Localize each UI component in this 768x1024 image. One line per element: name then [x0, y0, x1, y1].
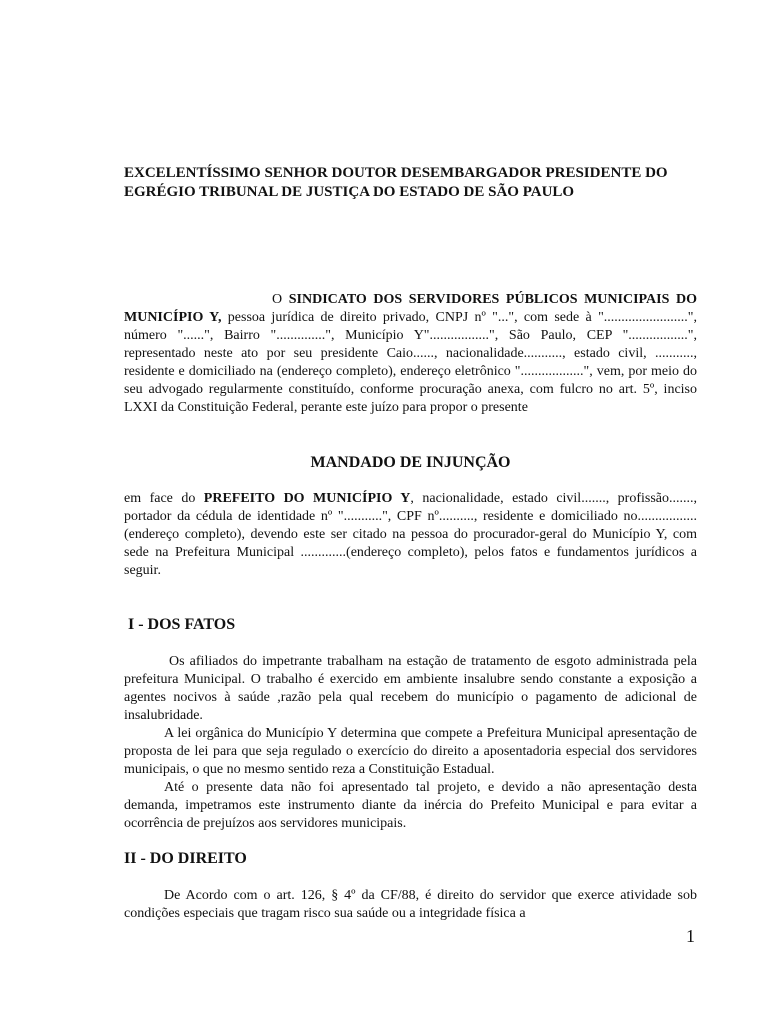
section-law-title: II - DO DIREITO	[124, 850, 247, 867]
facts-block	[124, 653, 697, 833]
petitioner-name: SINDICATO DOS SERVIDORES PÚBLICOS MUNICIPAIS DO MUNICÍPIO Y,	[124, 292, 697, 325]
law-paragraph: De Acordo com o art. 126, § 4º da CF/88, é direito do servidor que exerce atividade sob condições especiais que tragam risco sua saúde ou a integridade física a	[124, 888, 697, 921]
page-number: 1	[686, 926, 695, 946]
action-title: MANDADO DE INJUNÇÃO	[310, 454, 511, 471]
respondent-details: , nacionalidade, estado civil......., profissão......., portador da cédula de identidade nº "...........", CPF nº.........., residente e domiciliado no................. (endereço completo), devendo este ser citado na pessoa do procurador-geral do Município Y, com sede na Prefeitura Municipal .............(endereço completo), pelos fatos e fundamentos jurídicos a seguir.	[124, 491, 697, 578]
facts-paragraph: A lei orgânica do Município Y determina que compete a Prefeitura Municipal apresentação de proposta de lei para que seja regulado o exercício do direito a aposentadoria especial dos servidores municipais, o que no mesmo sentido reza a Constituição Estadual.	[124, 726, 697, 777]
facts-paragraph: Até o presente data não foi apresentado tal projeto, e devido a não apresentação desta demanda, impetramos este instrumento diante da inércia do Prefeito Municipal e para evitar a ocorrência de prejuízos aos servidores municipais.	[124, 780, 697, 831]
respondent-lead: em face do	[124, 491, 204, 506]
facts-paragraph: Os afiliados do impetrante trabalham na estação de tratamento de esgoto administrada pela prefeitura Municipal. O trabalho é exercido em ambiente insalubre sendo constante a exposição a agentes nocivos à saúde ,razão pela qual recebem do município o pagamento de adicional de insalubridade.	[124, 654, 697, 723]
respondent-paragraph	[124, 490, 697, 580]
petitioner-lead: O	[272, 292, 283, 307]
court-heading: EXCELENTÍSSIMO SENHOR DOUTOR DESEMBARGADOR PRESIDENTE DO EGRÉGIO TRIBUNAL DE JUSTIÇA DO ESTADO DE SÃO PAULO	[124, 165, 668, 200]
petitioner-paragraph	[124, 291, 697, 417]
respondent-name: PREFEITO DO MUNICÍPIO Y	[203, 491, 411, 506]
section-facts-title: I - DOS FATOS	[128, 616, 236, 633]
petitioner-details: pessoa jurídica de direito privado, CNPJ nº "...", com sede à "........................", número "......", Bairro "..............", Município Y".................", São Paulo, CEP ".................", representado neste ato por seu presidente Caio......, nacionalidade..........., estado civil, ..........., residente e domiciliado na (endereço completo), endereço eletrônico "..................", vem, por meio do seu advogado regularmente constituído, conforme procuração anexa, com fulcro no art. 5º, inciso LXXI da Constituição Federal, perante este juízo para propor o presente	[124, 310, 698, 415]
